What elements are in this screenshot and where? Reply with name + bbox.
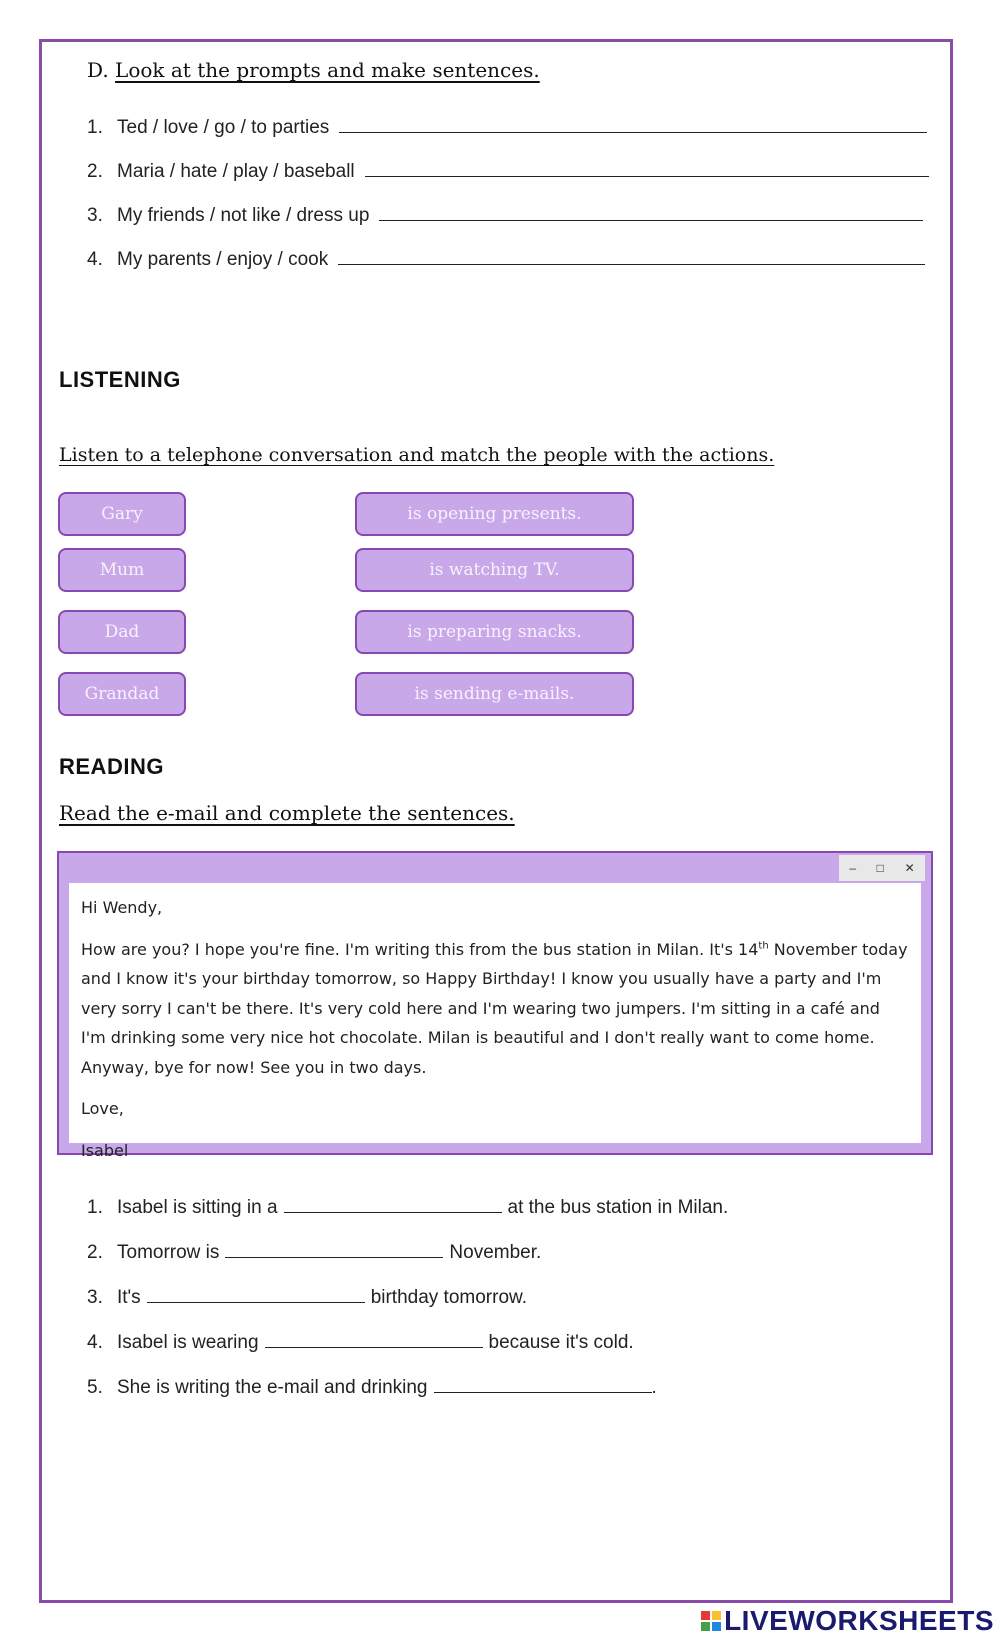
answer-blank[interactable] [225, 1239, 443, 1258]
action-sending-emails[interactable]: is sending e-mails. [355, 672, 634, 716]
action-opening-presents[interactable]: is opening presents. [355, 492, 634, 536]
answer-blank[interactable] [365, 158, 929, 177]
sentence-before: Isabel is sitting in a [117, 1197, 278, 1218]
logo-square [701, 1622, 710, 1631]
email-text-part: How are you? I hope you're fine. I'm writing this from the bus station in Milan. It's 14 [81, 939, 759, 959]
email-window [57, 851, 933, 1160]
reading-sentence [87, 1239, 541, 1264]
listening-heading: LISTENING [59, 367, 181, 392]
action-watching-tv[interactable]: is watching TV. [355, 548, 634, 592]
logo-square [712, 1622, 721, 1631]
person-dad[interactable]: Dad [58, 610, 186, 654]
person-grandad[interactable]: Grandad [58, 672, 186, 716]
email-paragraph [81, 935, 909, 1083]
sentence-before: It's [117, 1287, 141, 1308]
sentence-before: She is writing the e-mail and drinking [117, 1377, 428, 1398]
section-d-item [87, 246, 925, 271]
sentence-after: November. [449, 1242, 542, 1263]
item-prompt: My friends / not like / dress up [117, 205, 370, 226]
item-prompt: Maria / hate / play / baseball [117, 161, 355, 182]
logo-text: LIVEWORKSHEETS [724, 1605, 994, 1636]
answer-blank[interactable] [338, 246, 925, 265]
section-d-instruction [87, 58, 540, 82]
window-controls [839, 855, 925, 881]
section-d-item [87, 158, 929, 183]
answer-blank[interactable] [265, 1329, 483, 1348]
answer-blank[interactable] [339, 114, 927, 133]
section-d-letter: D. [87, 58, 109, 82]
section-d-item [87, 202, 923, 227]
reading-sentence [87, 1284, 527, 1309]
sentence-after: . [651, 1377, 657, 1398]
email-signature: Isabel [81, 1140, 129, 1160]
item-number: 1. [87, 117, 103, 138]
section-d-item [87, 114, 927, 139]
item-prompt: My parents / enjoy / cook [117, 249, 329, 270]
email-signoff: Love, [81, 1099, 124, 1118]
liveworksheets-logo[interactable] [701, 1605, 994, 1637]
item-number: 2. [87, 161, 103, 182]
person-mum[interactable]: Mum [58, 548, 186, 592]
logo-square [712, 1611, 721, 1620]
item-number: 3. [87, 205, 103, 226]
item-number: 1. [87, 1197, 103, 1218]
item-number: 2. [87, 1242, 103, 1263]
item-number: 4. [87, 1332, 103, 1353]
answer-blank[interactable] [147, 1284, 365, 1303]
email-body [69, 883, 921, 1160]
item-prompt: Ted / love / go / to parties [117, 117, 330, 138]
item-number: 4. [87, 249, 103, 270]
item-number: 3. [87, 1287, 103, 1308]
reading-sentence [87, 1194, 728, 1219]
maximize-icon[interactable]: □ [876, 861, 884, 875]
minimize-icon[interactable]: – [849, 861, 857, 875]
reading-instruction: Read the e-mail and complete the sentences. [59, 801, 515, 825]
item-number: 5. [87, 1377, 103, 1398]
answer-blank[interactable] [379, 202, 923, 221]
person-gary[interactable]: Gary [58, 492, 186, 536]
email-greeting: Hi Wendy, [81, 898, 163, 917]
email-text-part: November today and I know it's your birthday tomorrow, so Happy Birthday! I know you usually have a party and I'm very sorry I can't be there. It's very cold here and I'm wearing two jumpers. I'm sitting in a café and I'm drinking some very nice hot chocolate. Milan is beautiful and I don't really want to come home. Anyway, bye for now! See you in two days. [81, 939, 908, 1077]
email-superscript: th [758, 940, 769, 952]
sentence-before: Tomorrow is [117, 1242, 220, 1263]
logo-mark-icon [701, 1611, 721, 1631]
listening-instruction: Listen to a telephone conversation and match the people with the actions. [59, 444, 775, 466]
reading-sentence [87, 1329, 634, 1354]
sentence-after: at the bus station in Milan. [507, 1197, 729, 1218]
section-d-instruction-text: Look at the prompts and make sentences. [115, 58, 540, 82]
logo-square [701, 1611, 710, 1620]
reading-sentence [87, 1374, 657, 1399]
reading-heading: READING [59, 754, 164, 779]
answer-blank[interactable] [284, 1194, 502, 1213]
close-icon[interactable]: ✕ [904, 861, 915, 875]
action-preparing-snacks[interactable]: is preparing snacks. [355, 610, 634, 654]
answer-blank[interactable] [434, 1374, 652, 1393]
sentence-after: birthday tomorrow. [370, 1287, 527, 1308]
sentence-before: Isabel is wearing [117, 1332, 259, 1353]
sentence-after: because it's cold. [488, 1332, 634, 1353]
